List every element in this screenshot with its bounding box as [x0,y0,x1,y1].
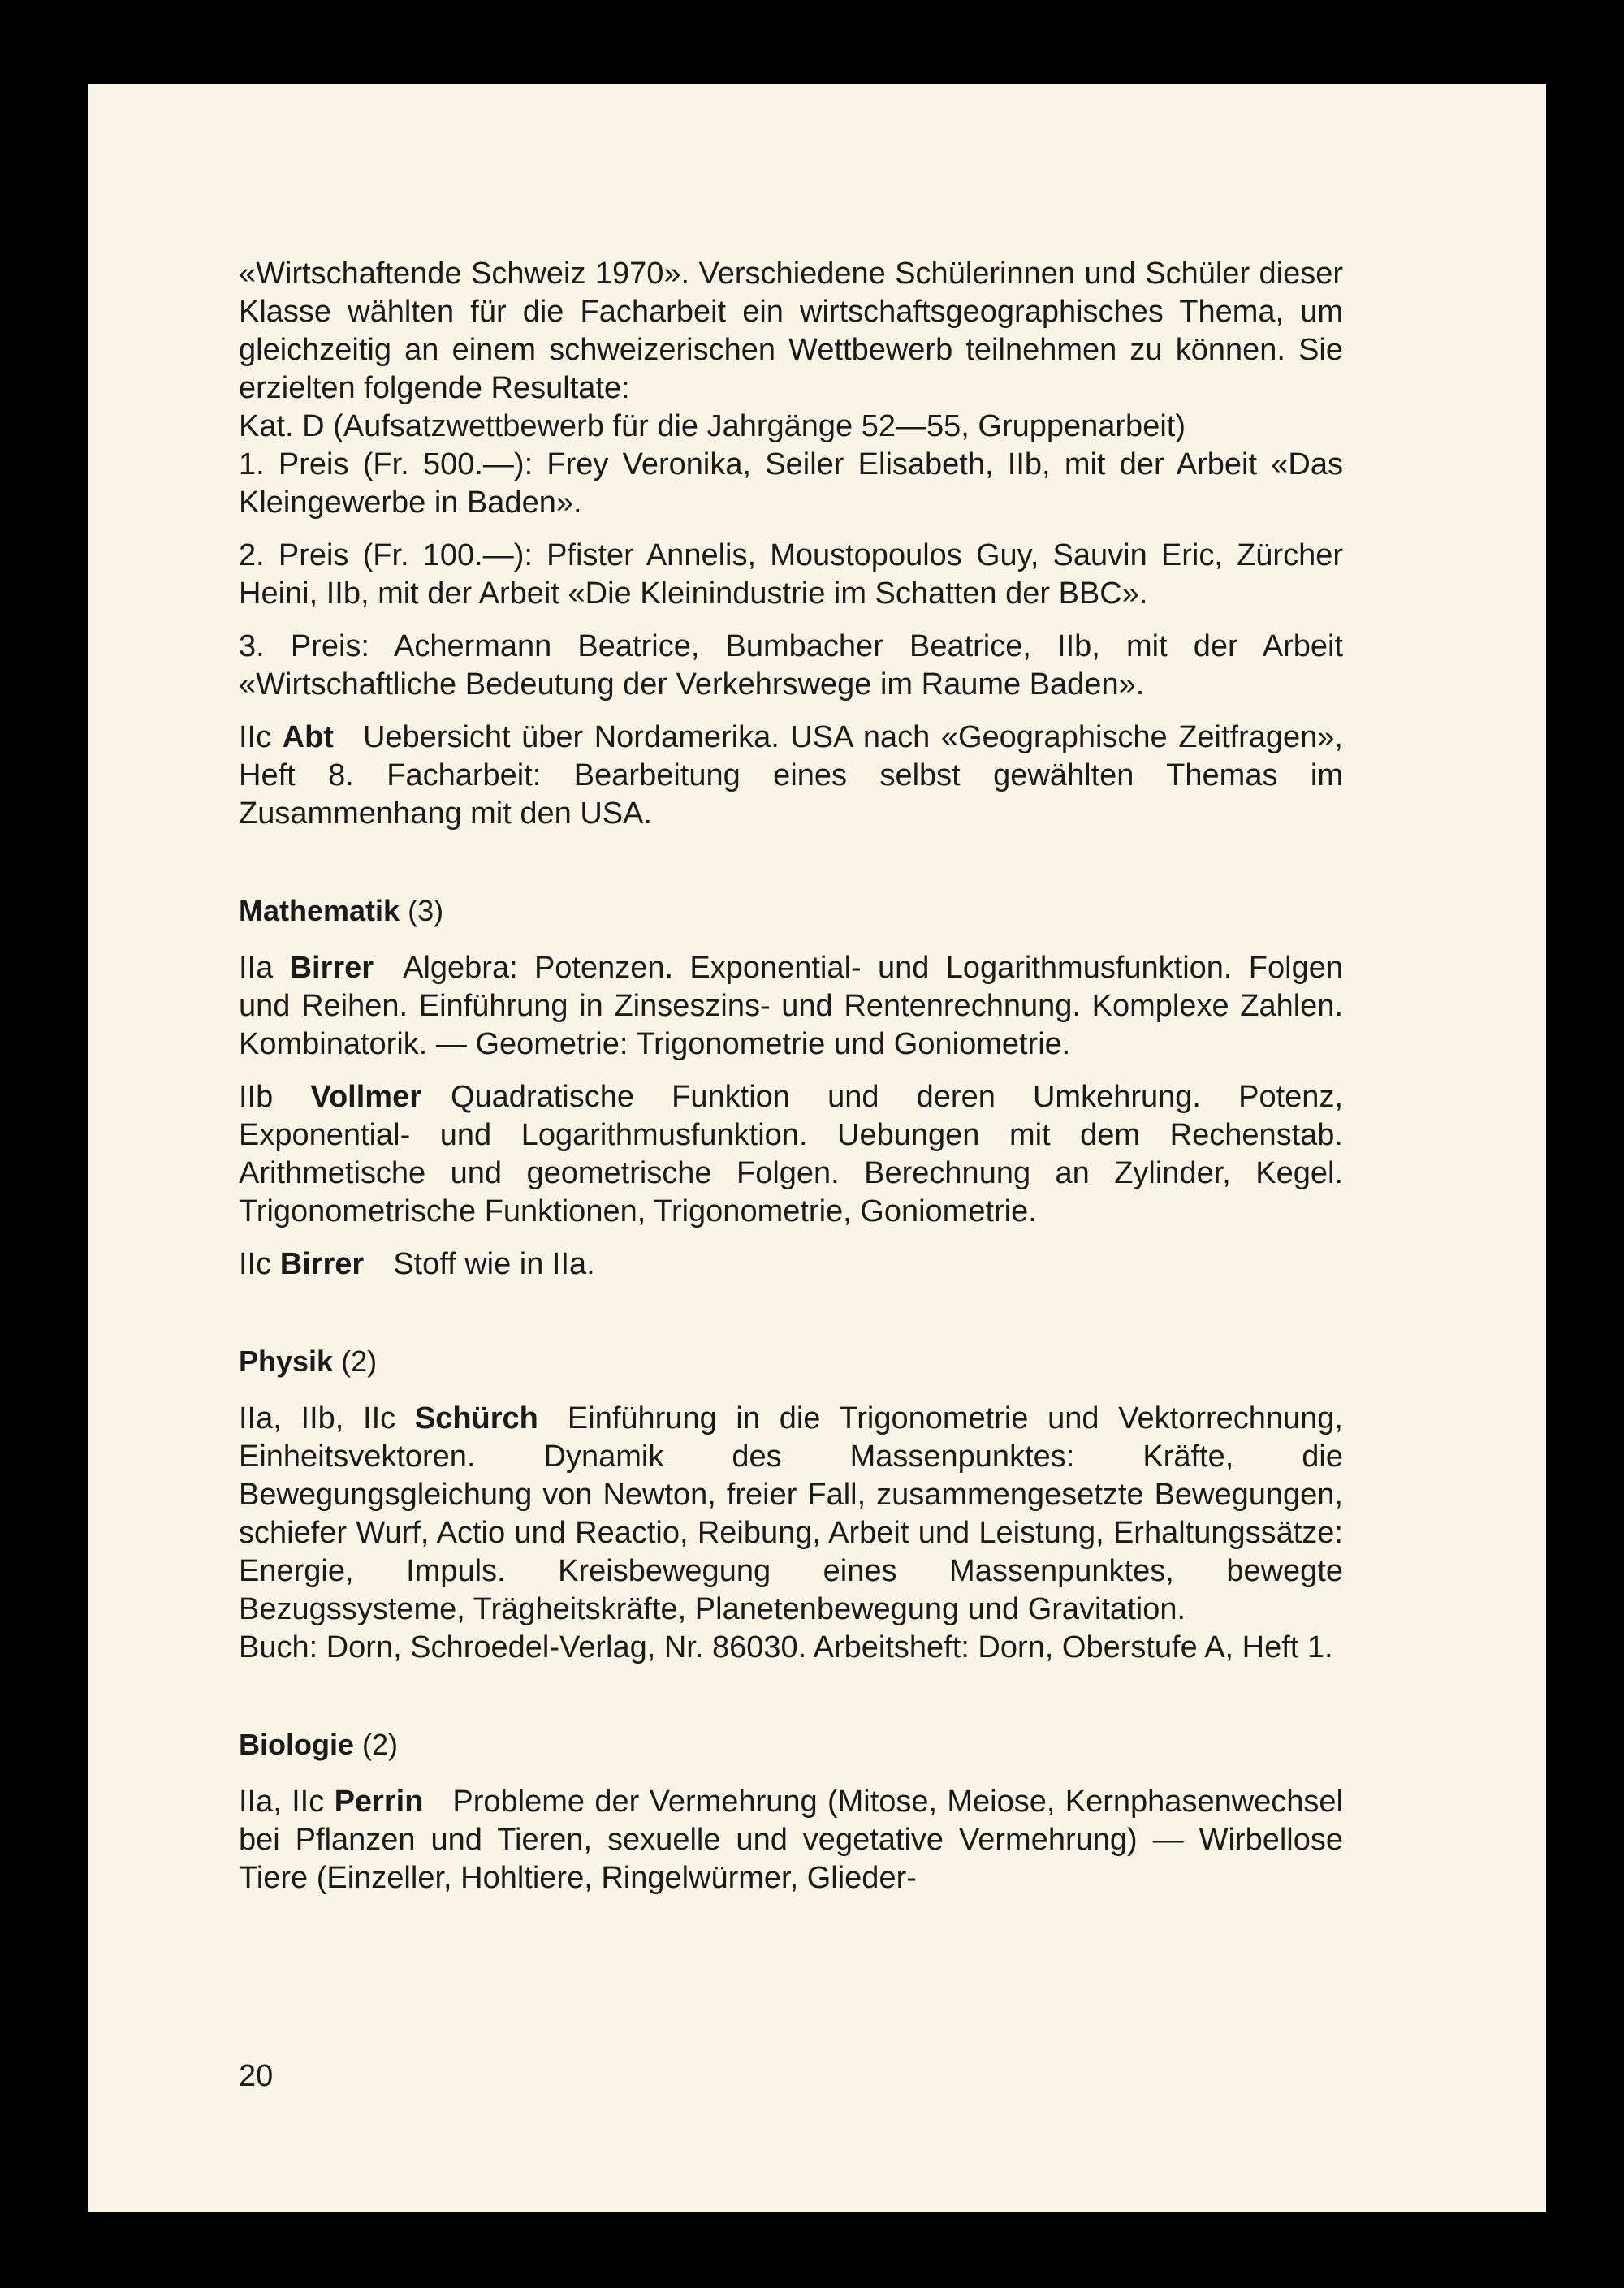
document-page [88,84,1546,2212]
intro-paragraph: «Wirtschaftende Schweiz 1970». Verschiedene Schülerinnen und Schüler dieser Klasse wählten für die Facharbeit ein wirtschaftsgeographisches Thema, um gleichzeitig an einem schweizerischen Wettbewerb teilnehmen zu können. Sie erzielten folgende Resultate: [239,257,1343,405]
entry-teacher: Abt [282,720,334,754]
section-heading-biologie: Biologie (2) [239,1728,399,1761]
physik-entry: IIa, IIb, IIc Schürch Einführung in die Trigonometrie und Vektorrechnung, Einheitsvektoren. Dynamik des Massenpunktes: Kräfte, die Bewegungsgleichung von Newton, freier Fall, zusammengesetzte Bewegungen, schiefer Wurf, Actio und Reactio, Reibung, Arbeit und Leistung, Erhaltungssätze: Energie, Impuls. Kreisbewegung eines Massenpunktes, bewegte Bezugssysteme, Trägheitskräfte, Planetenbewegung und Gravitation. [239,1401,1343,1626]
math-entry-iia: IIa Birrer Algebra: Potenzen. Exponential- und Logarithmusfunktion. Folgen und Reihen. Einführung in Zinseszins- und Rentenrechnung. Komplexe Zahlen. Kombinatorik. — Geometrie: Trigonometrie und Goniometrie. [239,951,1343,1061]
biologie-entry: IIa, IIc Perrin Probleme der Vermehrung (Mitose, Meiose, Kernphasenwechsel bei Pflanzen und Tieren, sexuelle und vegetative Vermehrung) — Wirbellose Tiere (Einzeller, Hohltiere, Ringelwürmer, Glieder- [239,1785,1343,1895]
section-heading-mathematik: Mathematik (3) [239,894,444,927]
geo-iic-entry [239,719,1343,833]
section-heading-physik: Physik (2) [239,1345,378,1378]
physik-buch: Buch: Dorn, Schroedel-Verlag, Nr. 86030. Arbeitsheft: Dorn, Oberstufe A, Heft 1. [239,1630,1333,1664]
entry-class: IIc [239,720,272,754]
entry-text: Uebersicht über Nordamerika. USA nach «Geographische Zeitfragen», Heft 8. Facharbeit: Bearbeitung eines selbst gewählten Themas im Zusammenhang mit den USA. [239,720,1343,831]
math-entry-iib: IIb Vollmer Quadratische Funktion und deren Umkehrung. Potenz, Exponential- und Logarithmusfunktion. Uebungen mit dem Rechenstab. Arithmetische und geometrische Folgen. Berechnung an Zylinder, Kegel. Trigonometrische Funktionen, Trigonometrie, Goniometrie. [239,1080,1343,1228]
kat-line: Kat. D (Aufsatzwettbewerb für die Jahrgänge 52—55, Gruppenarbeit) [239,409,1186,443]
preis-2: 2. Preis (Fr. 100.—): Pfister Annelis, Moustopoulos Guy, Sauvin Eric, Zürcher Heini, IIb, mit der Arbeit «Die Kleinindustrie im Schatten der BBC». [239,538,1343,611]
preis-3: 3. Preis: Achermann Beatrice, Bumbacher Beatrice, IIb, mit der Arbeit «Wirtschaftliche Bedeutung der Verkehrswege im Raume Baden». [239,629,1343,702]
preis-1: 1. Preis (Fr. 500.—): Frey Veronika, Seiler Elisabeth, IIb, mit der Arbeit «Das Kleingewerbe in Baden». [239,447,1343,520]
page-number: 20 [239,2059,274,2093]
math-entry-iic: IIc Birrer Stoff wie in IIa. [239,1247,595,1281]
page-content [239,255,1343,1897]
